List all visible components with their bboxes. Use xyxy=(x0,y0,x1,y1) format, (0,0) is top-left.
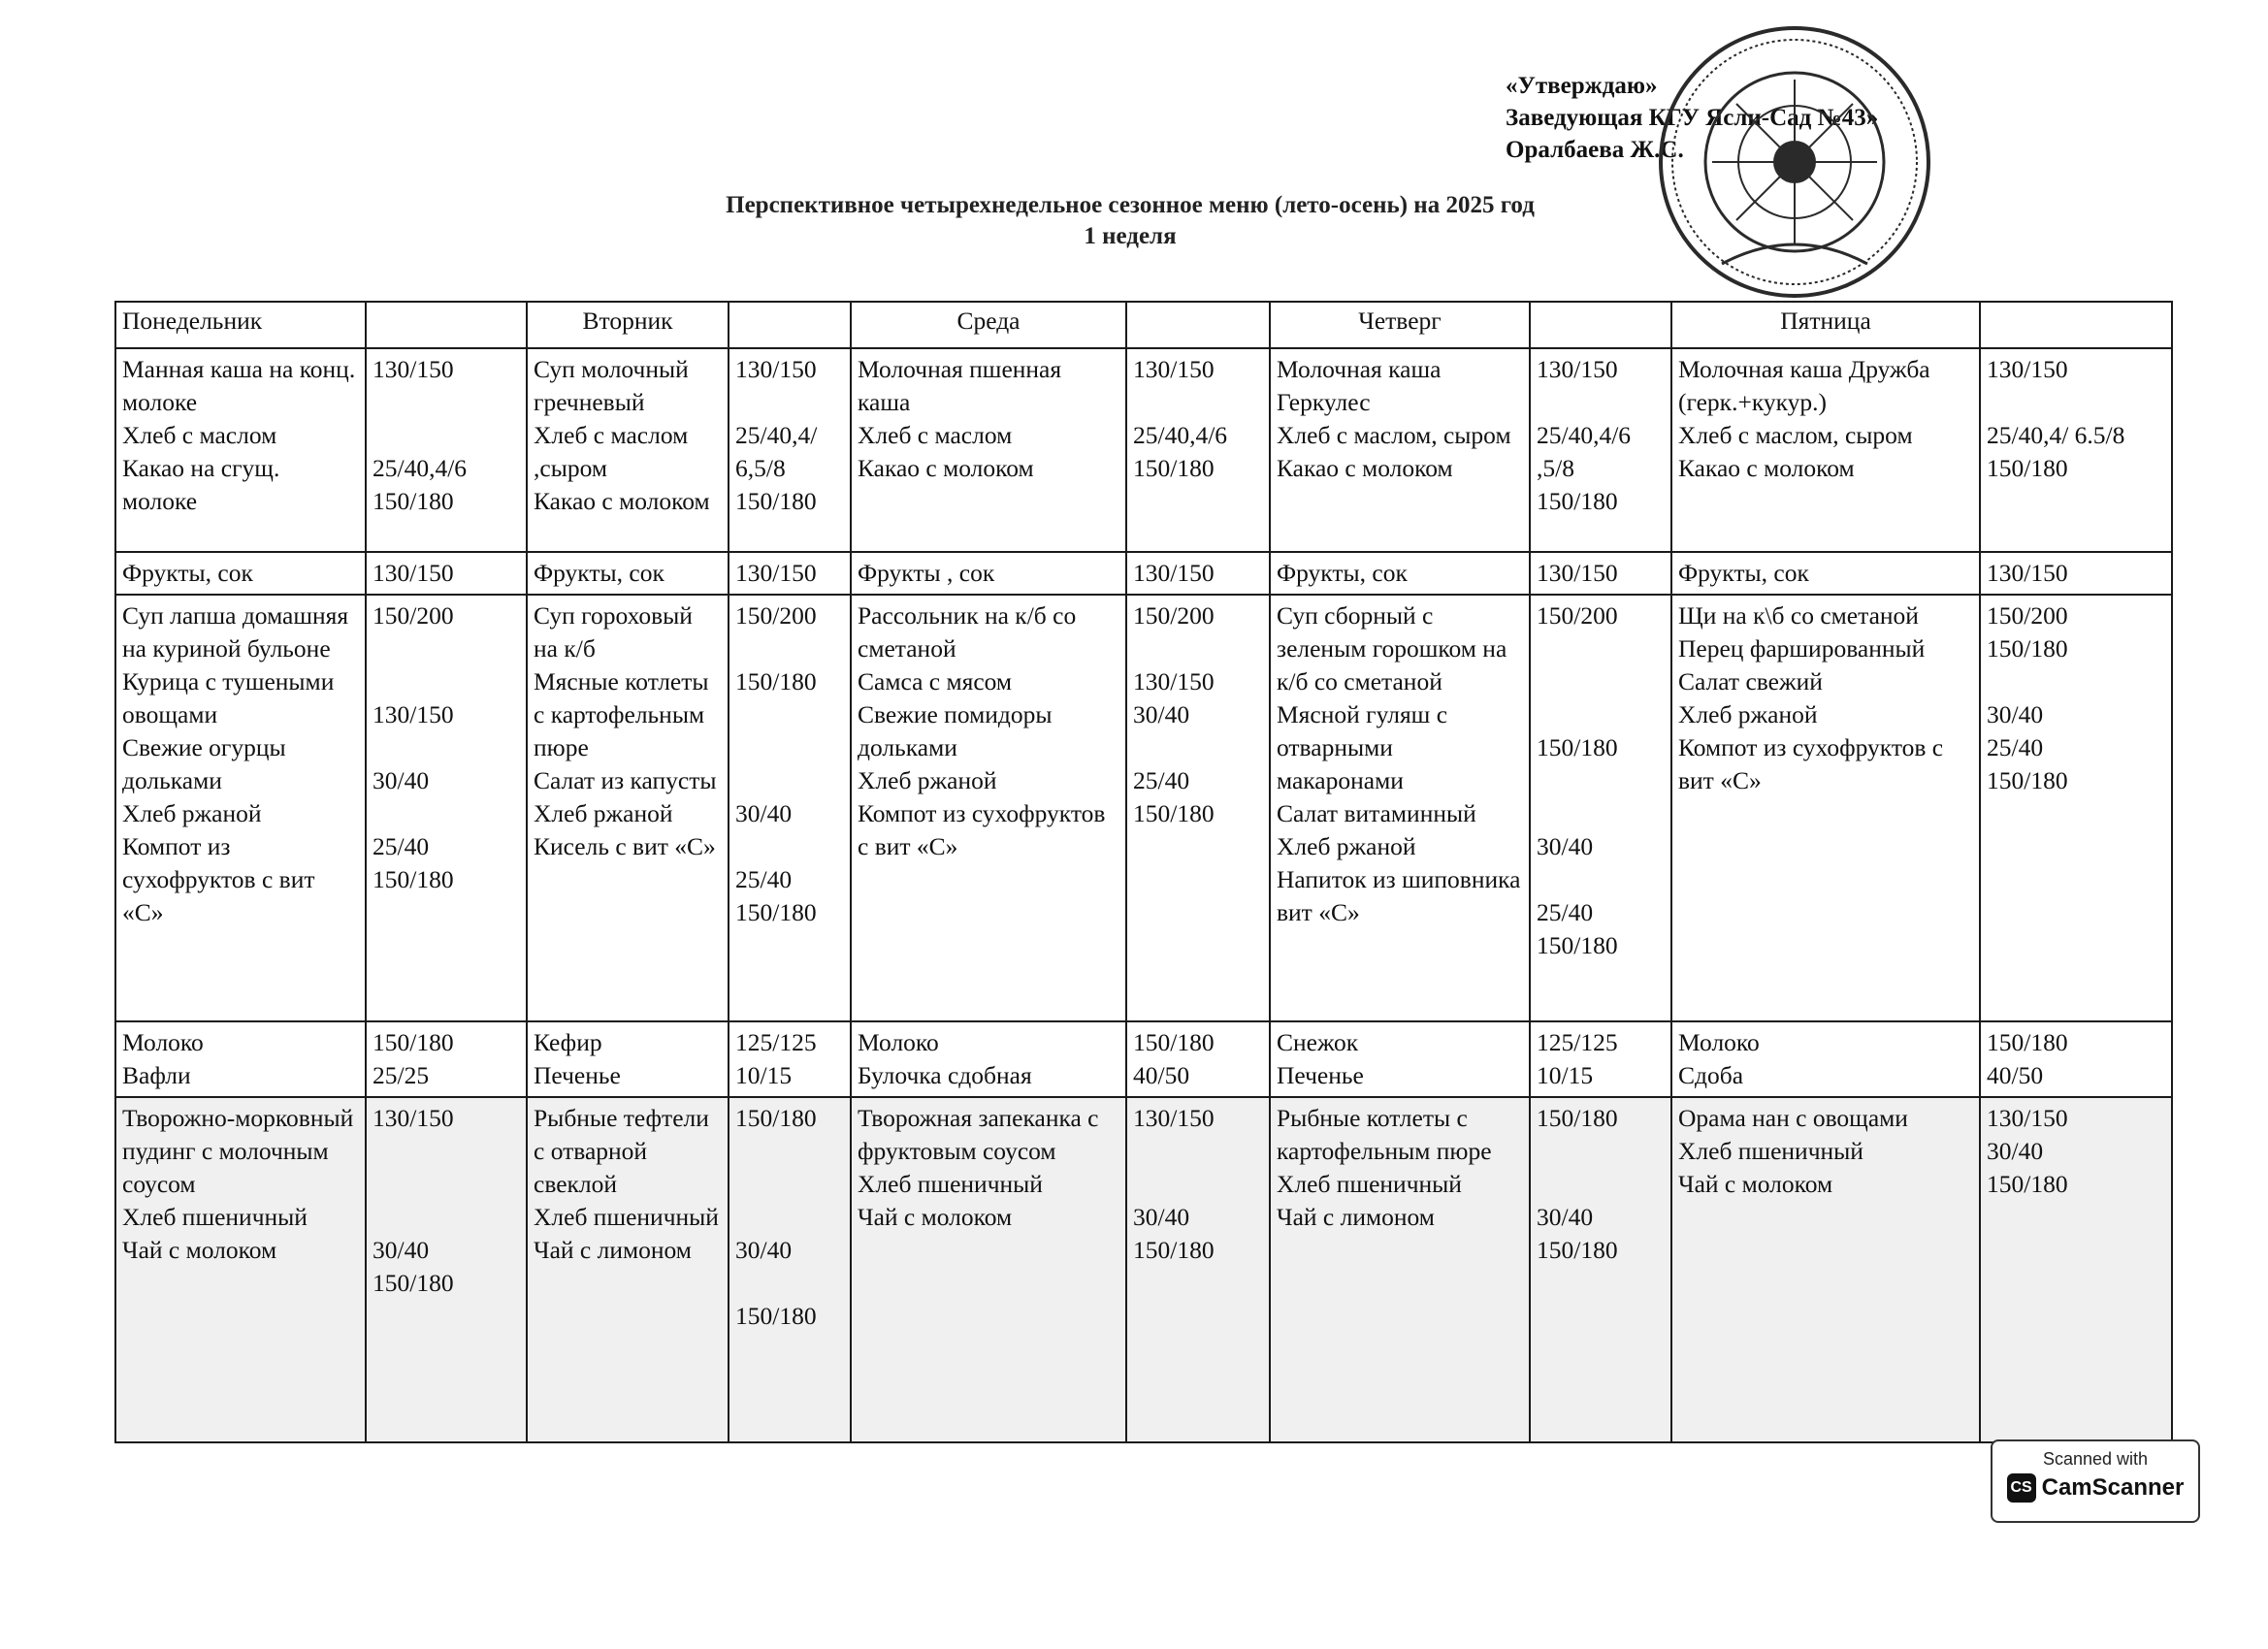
portion-value xyxy=(1537,764,1665,797)
dish-name: Творожно-морковный пудинг с молочным соусом xyxy=(122,1104,354,1198)
portion-value: 150/180 xyxy=(1987,1170,2068,1198)
portion-value: 150/180 xyxy=(1133,454,1215,482)
dish-name: Хлеб ржаной xyxy=(1678,700,1818,728)
portion-value xyxy=(1133,386,1263,419)
portion-value: 25/40,4/6 xyxy=(1133,421,1228,449)
menu-table xyxy=(114,301,2173,1443)
portion-value xyxy=(735,830,844,863)
portion-value xyxy=(373,1168,520,1201)
portion-value: 130/150 xyxy=(1987,355,2068,383)
dish-name: Хлеб пшеничный xyxy=(1277,1170,1462,1198)
portion-cell-fri xyxy=(1980,1097,2172,1442)
dish-name: Какао с молоком xyxy=(858,454,1034,482)
dish-name: Печенье xyxy=(534,1061,621,1089)
dish-name: Курица с тушеными овощами xyxy=(122,667,335,728)
dish-cell-thu xyxy=(1270,348,1530,552)
portion-value: 30/40 xyxy=(1537,832,1594,860)
portion-value xyxy=(1537,863,1665,896)
portion-value: 150/200 xyxy=(373,601,454,630)
portion-cell-tue xyxy=(729,552,851,595)
dish-name: Хлеб ржаной xyxy=(1277,832,1416,860)
portion-value: 25/40 xyxy=(1133,766,1190,794)
portion-cell-wed xyxy=(1126,1097,1270,1442)
portion-value xyxy=(735,731,844,764)
official-seal-icon xyxy=(1654,21,1935,303)
portion-value: 40/50 xyxy=(1987,1061,2044,1089)
portion-value xyxy=(373,1135,520,1168)
dish-name: Молоко xyxy=(858,1028,939,1056)
portion-cell-mon xyxy=(366,595,527,1021)
portion-value: 10/15 xyxy=(1537,1061,1594,1089)
dish-name: Компот из сухофруктов с вит «С» xyxy=(858,799,1106,860)
dish-cell-fri xyxy=(1671,552,1980,595)
day-header-fri: Пятница xyxy=(1671,302,1980,348)
dish-name: Мясной гуляш с отварными макаронами xyxy=(1277,700,1448,794)
portion-value: 25/40,4/ 6,5/8 xyxy=(735,421,818,482)
dish-cell-mon xyxy=(115,1097,366,1442)
title-sub: 1 неделя xyxy=(1084,223,1177,249)
portion-value: 150/200 xyxy=(1987,601,2068,630)
portion-value: 150/200 xyxy=(735,601,817,630)
portion-value xyxy=(735,632,844,665)
portion-value xyxy=(735,1201,844,1234)
dish-cell-tue xyxy=(527,1021,729,1097)
dish-name: Мясные котлеты с картофельным пюре xyxy=(534,667,709,761)
portion-value: 150/180 xyxy=(735,1302,817,1330)
dish-cell-wed xyxy=(851,348,1126,552)
table-row xyxy=(115,1097,2172,1442)
portion-value: 130/150 xyxy=(735,355,817,383)
dish-name: Снежок xyxy=(1277,1028,1359,1056)
portion-cell-fri xyxy=(1980,1021,2172,1097)
dish-cell-tue xyxy=(527,1097,729,1442)
dish-name: Перец фаршированный xyxy=(1678,634,1926,663)
dish-name: Вафли xyxy=(122,1061,191,1089)
portion-cell-tue xyxy=(729,1097,851,1442)
dish-cell-mon xyxy=(115,1021,366,1097)
portion-value: 150/200 xyxy=(1133,601,1215,630)
portion-value xyxy=(1987,386,2165,419)
dish-name: Хлеб ржаной xyxy=(122,799,262,827)
portion-value: 150/180 xyxy=(1537,487,1618,515)
portion-value xyxy=(373,797,520,830)
dish-name: Молоко xyxy=(1678,1028,1760,1056)
dish-cell-wed xyxy=(851,595,1126,1021)
portion-value: 130/150 xyxy=(735,559,817,587)
table-row xyxy=(115,1021,2172,1097)
portion-value: 130/150 xyxy=(1987,559,2068,587)
portion-cell-wed xyxy=(1126,595,1270,1021)
portion-value: 125/125 xyxy=(735,1028,817,1056)
dish-cell-thu xyxy=(1270,595,1530,1021)
portion-value: 130/150 xyxy=(373,559,454,587)
table-row xyxy=(115,348,2172,552)
dish-name: Рыбные тефтели с отварной свеклой xyxy=(534,1104,709,1198)
portion-value: 25/40,4/6 xyxy=(373,454,468,482)
portion-value: 30/40 xyxy=(735,799,793,827)
dish-name: Чай с молоком xyxy=(858,1203,1013,1231)
approval-line-3: Оралбаева Ж.С. xyxy=(1506,137,1684,163)
portion-value xyxy=(735,764,844,797)
portion-value: 30/40 xyxy=(1133,700,1190,728)
day-header-mon: Понедельник xyxy=(115,302,366,348)
portion-value: 150/180 xyxy=(1987,454,2068,482)
portion-value: 150/180 xyxy=(1133,1028,1215,1056)
dish-name: Молочная каша Дружба (герк.+кукур.) xyxy=(1678,355,1930,416)
dish-name: Какао с молоком xyxy=(534,487,710,515)
dish-name: Хлеб с маслом xyxy=(122,421,277,449)
portion-value: 150/180 xyxy=(735,487,817,515)
portion-value: 25/25 xyxy=(373,1061,430,1089)
dish-name: Какао с молоком xyxy=(1678,454,1855,482)
title-main: Перспективное четырехнедельное сезонное меню (лето-осень) на 2025 год xyxy=(726,192,1535,218)
portion-value: 130/150 xyxy=(1133,667,1215,695)
dish-name: Хлеб пшеничный xyxy=(534,1203,719,1231)
portion-cell-tue xyxy=(729,348,851,552)
portion-cell-mon xyxy=(366,348,527,552)
portion-value: 150/180 xyxy=(1987,766,2068,794)
portion-value: 25/40 xyxy=(1537,898,1594,926)
portion-value: 25/40 xyxy=(373,832,430,860)
approval-line-2: Заведующая КГУ Ясли-Сад №43» xyxy=(1506,105,1879,131)
portion-cell-tue xyxy=(729,595,851,1021)
portion-value xyxy=(1537,1135,1665,1168)
dish-cell-wed xyxy=(851,1021,1126,1097)
dish-name: Рыбные котлеты с картофельным пюре xyxy=(1277,1104,1492,1165)
dish-name: Рассольник на к/б со сметаной xyxy=(858,601,1077,663)
portion-value: 150/200 xyxy=(1537,601,1618,630)
portion-value xyxy=(1537,1168,1665,1201)
scan-badge-caption: Scanned with xyxy=(2042,1449,2149,1469)
portion-value: 150/180 xyxy=(373,1028,454,1056)
portion-cell-mon xyxy=(366,1021,527,1097)
portion-value xyxy=(373,665,520,698)
scan-badge-brand: CamScanner xyxy=(2041,1474,2185,1501)
portion-cell-wed xyxy=(1126,1021,1270,1097)
portion-value: 150/180 xyxy=(1537,733,1618,761)
dish-name: Суп сборный с зеленым горошком на к/б со сметаной xyxy=(1277,601,1507,695)
portion-value xyxy=(735,1267,844,1300)
dish-cell-tue xyxy=(527,595,729,1021)
portion-value: 150/180 xyxy=(373,1269,454,1297)
dish-name: Молочная пшенная каша xyxy=(858,355,1062,416)
dish-name: Чай с лимоном xyxy=(1277,1203,1435,1231)
portion-value: 150/180 xyxy=(735,1104,817,1132)
dish-name: Суп гороховый на к/б xyxy=(534,601,693,663)
dish-name: Суп молочный гречневый xyxy=(534,355,689,416)
dish-cell-fri xyxy=(1671,1097,1980,1442)
portion-value: 40/50 xyxy=(1133,1061,1190,1089)
dish-name: Щи на к\б со сметаной xyxy=(1678,601,1919,630)
dish-cell-mon xyxy=(115,348,366,552)
portion-value: 150/180 xyxy=(1133,1236,1215,1264)
portion-value xyxy=(373,731,520,764)
portion-value: 30/40 xyxy=(1987,1137,2044,1165)
portion-value xyxy=(1987,665,2165,698)
dish-name: Самса с мясом xyxy=(858,667,1013,695)
dish-name: Какао на сгущ. молоке xyxy=(122,454,280,515)
portion-value: 130/150 xyxy=(1133,1104,1215,1132)
portion-value xyxy=(373,419,520,452)
portion-value: 30/40 xyxy=(373,1236,430,1264)
day-header-tue: Вторник xyxy=(527,302,729,348)
portion-value: 150/180 xyxy=(1987,634,2068,663)
portion-value xyxy=(373,1201,520,1234)
dish-name: Хлеб с маслом, сыром xyxy=(1678,421,1913,449)
dish-name: Какао с молоком xyxy=(1277,454,1453,482)
dish-cell-wed xyxy=(851,1097,1126,1442)
portion-cell-wed xyxy=(1126,348,1270,552)
dish-name: Суп лапша домашняя на куриной бульоне xyxy=(122,601,349,663)
portion-value: 130/150 xyxy=(1133,559,1215,587)
portion-value: 30/40 xyxy=(373,766,430,794)
portion-cell-fri xyxy=(1980,348,2172,552)
portion-value: 25/40 xyxy=(735,865,793,893)
dish-name: Хлеб пшеничный xyxy=(858,1170,1043,1198)
portion-value: 30/40 xyxy=(1133,1203,1190,1231)
portion-value xyxy=(1133,1135,1263,1168)
day-header-thu: Четверг xyxy=(1270,302,1530,348)
dish-name: Чай с молоком xyxy=(122,1236,277,1264)
portion-cell-thu xyxy=(1530,595,1671,1021)
dish-name: Хлеб пшеничный xyxy=(1678,1137,1863,1165)
dish-cell-tue xyxy=(527,552,729,595)
dish-cell-wed xyxy=(851,552,1126,595)
dish-name: Хлеб с маслом, сыром xyxy=(1277,421,1511,449)
dish-name: Салат из капусты xyxy=(534,766,717,794)
portion-value: 130/150 xyxy=(1537,355,1618,383)
dish-name: Салат свежий xyxy=(1678,667,1823,695)
dish-name: Сдоба xyxy=(1678,1061,1744,1089)
dish-name: Салат витаминный xyxy=(1277,799,1476,827)
portion-value: 30/40 xyxy=(1537,1203,1594,1231)
dish-name: Чай с лимоном xyxy=(534,1236,692,1264)
header-row xyxy=(115,302,2172,348)
portion-value: 150/180 xyxy=(1537,1236,1618,1264)
dish-cell-mon xyxy=(115,595,366,1021)
portion-value xyxy=(735,698,844,731)
portion-cell-tue xyxy=(729,1021,851,1097)
portion-value: 130/150 xyxy=(373,700,454,728)
day-header-wed: Среда xyxy=(851,302,1126,348)
dish-name: Фрукты, сок xyxy=(1277,559,1408,587)
portion-value xyxy=(1133,632,1263,665)
portion-value: 130/150 xyxy=(1987,1104,2068,1132)
portion-value xyxy=(1537,386,1665,419)
portion-value xyxy=(735,1168,844,1201)
portion-value xyxy=(1537,698,1665,731)
dish-cell-fri xyxy=(1671,595,1980,1021)
portion-value xyxy=(1133,1168,1263,1201)
document-title xyxy=(621,190,1639,252)
portion-value: 150/180 xyxy=(373,865,454,893)
dish-name: Творожная запеканка с фруктовым соусом xyxy=(858,1104,1099,1165)
dish-name: Кефир xyxy=(534,1028,602,1056)
dish-name: Напиток из шиповника вит «С» xyxy=(1277,865,1521,926)
portion-value: 25/40,4/ 6.5/8 xyxy=(1987,421,2125,449)
dish-name: Фрукты, сок xyxy=(1678,559,1809,587)
camscanner-badge xyxy=(1991,1439,2200,1523)
dish-name: Чай с молоком xyxy=(1678,1170,1833,1198)
dish-cell-fri xyxy=(1671,348,1980,552)
portion-cell-mon xyxy=(366,552,527,595)
dish-name: Фрукты, сок xyxy=(122,559,253,587)
dish-name: Хлеб с маслом ,сыром xyxy=(534,421,689,482)
portion-value: 125/125 xyxy=(1537,1028,1618,1056)
portion-value: 150/180 xyxy=(1537,1104,1618,1132)
dish-name: Хлеб пшеничный xyxy=(122,1203,308,1231)
dish-name: Печенье xyxy=(1277,1061,1364,1089)
portion-value: 130/150 xyxy=(373,1104,454,1132)
portion-value: 130/150 xyxy=(1537,559,1618,587)
portion-value: 150/180 xyxy=(735,898,817,926)
dish-cell-thu xyxy=(1270,1021,1530,1097)
portion-value xyxy=(373,386,520,419)
table-row xyxy=(115,552,2172,595)
dish-name: Орама нан с овощами xyxy=(1678,1104,1908,1132)
portion-cell-thu xyxy=(1530,348,1671,552)
portion-value xyxy=(1537,632,1665,665)
table-row xyxy=(115,595,2172,1021)
dish-name: Свежие огурцы дольками xyxy=(122,733,286,794)
portion-value: 30/40 xyxy=(1987,700,2044,728)
portion-value xyxy=(735,386,844,419)
portion-value: 25/40 xyxy=(1987,733,2044,761)
camscanner-logo-icon: CS xyxy=(2007,1473,2036,1503)
dish-cell-tue xyxy=(527,348,729,552)
portion-cell-fri xyxy=(1980,552,2172,595)
dish-name: Фрукты , сок xyxy=(858,559,995,587)
dish-name: Хлеб ржаной xyxy=(858,766,997,794)
portion-value xyxy=(735,1135,844,1168)
dish-name: Хлеб ржаной xyxy=(534,799,673,827)
portion-value xyxy=(1537,797,1665,830)
dish-name: Кисель с вит «С» xyxy=(534,832,716,860)
portion-value xyxy=(373,632,520,665)
portion-value: 10/15 xyxy=(735,1061,793,1089)
portion-value: 30/40 xyxy=(735,1236,793,1264)
portion-value xyxy=(1537,665,1665,698)
portion-cell-wed xyxy=(1126,552,1270,595)
dish-cell-thu xyxy=(1270,1097,1530,1442)
portion-value: 150/180 xyxy=(1133,799,1215,827)
portion-value: 150/180 xyxy=(735,667,817,695)
approval-line-1: «Утверждаю» xyxy=(1506,73,1658,99)
portion-cell-thu xyxy=(1530,1021,1671,1097)
dish-name: Свежие помидоры дольками xyxy=(858,700,1053,761)
dish-cell-thu xyxy=(1270,552,1530,595)
dish-name: Компот из сухофруктов с вит «С» xyxy=(122,832,315,926)
dish-name: Манная каша на конц. молоке xyxy=(122,355,356,416)
dish-name: Фрукты, сок xyxy=(534,559,664,587)
portion-value: 150/180 xyxy=(373,487,454,515)
portion-cell-fri xyxy=(1980,595,2172,1021)
dish-cell-fri xyxy=(1671,1021,1980,1097)
dish-name: Булочка сдобная xyxy=(858,1061,1032,1089)
portion-value: 150/180 xyxy=(1987,1028,2068,1056)
dish-cell-mon xyxy=(115,552,366,595)
portion-value: 150/180 xyxy=(1537,931,1618,959)
portion-value: 130/150 xyxy=(1133,355,1215,383)
dish-name: Компот из сухофруктов с вит «С» xyxy=(1678,733,1944,794)
dish-name: Молочная каша Геркулес xyxy=(1277,355,1442,416)
portion-cell-thu xyxy=(1530,1097,1671,1442)
portion-cell-thu xyxy=(1530,552,1671,595)
portion-value: 25/40,4/6 ,5/8 xyxy=(1537,421,1632,482)
dish-name: Молоко xyxy=(122,1028,204,1056)
portion-value: 130/150 xyxy=(373,355,454,383)
portion-value xyxy=(1133,731,1263,764)
dish-name: Хлеб с маслом xyxy=(858,421,1013,449)
portion-cell-mon xyxy=(366,1097,527,1442)
